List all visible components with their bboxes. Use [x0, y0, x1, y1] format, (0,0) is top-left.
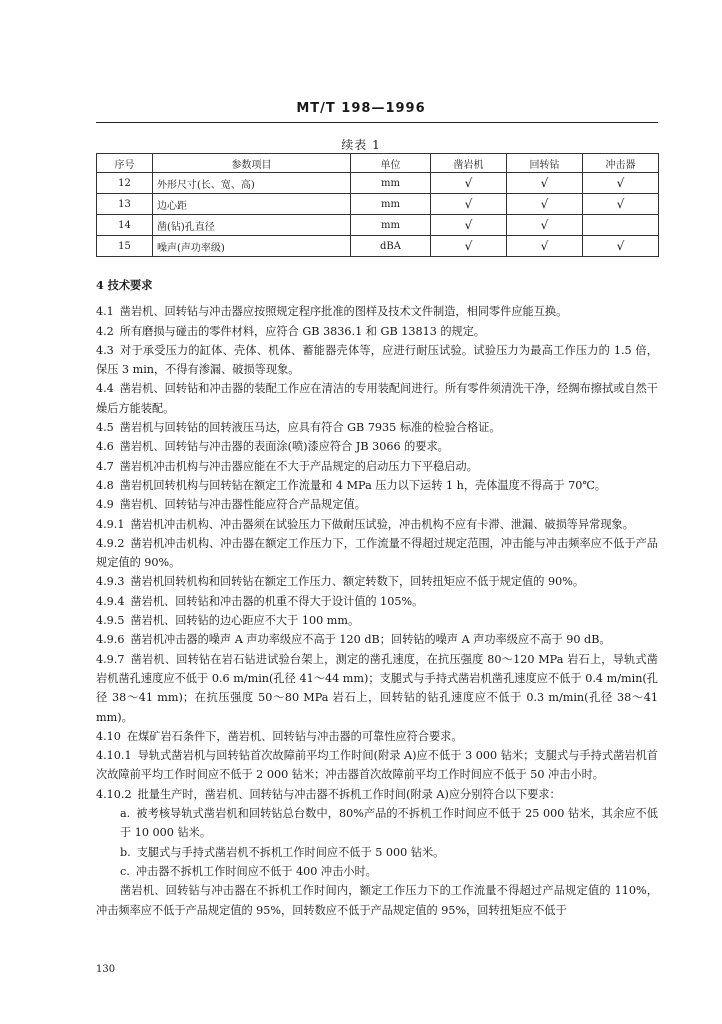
clause-text: 凿岩机冲击机构、冲击器须在试验压力下做耐压试验，冲击机构不应有卡滞、泄漏、破损等异常现象。 [130, 517, 634, 531]
clause-number: 4.4 [96, 382, 114, 396]
section-title: 4 技术要求 [96, 278, 153, 292]
item-label: b. [120, 845, 131, 859]
clause [96, 341, 658, 380]
table-title: 续表 1 [341, 138, 381, 152]
body-text [96, 276, 658, 920]
check-mark-impactor [583, 215, 659, 236]
clause-number: 4.3 [96, 343, 114, 357]
item-label: a. [120, 807, 131, 821]
row-param: 噪声(声功率级) [153, 236, 351, 257]
clause-number: 4.1 [96, 305, 114, 319]
clause-number: 4.10 [96, 729, 121, 743]
col-header-param: 参数项目 [153, 154, 351, 173]
clause [96, 534, 658, 573]
clause-text: 凿岩机回转机构与回转钻在额定工作流量和 4 MPa 压力以下运转 1 h，壳体温度不得高于 70℃。 [119, 478, 607, 492]
clause [96, 611, 658, 630]
clause [96, 650, 658, 727]
table-row [97, 215, 659, 236]
check-mark-rock-drill: √ [431, 236, 507, 257]
clause [96, 727, 658, 746]
table-row [97, 236, 659, 257]
clause-number: 4.8 [96, 478, 114, 492]
clause [96, 495, 658, 514]
clause [96, 572, 658, 591]
row-no: 13 [97, 194, 153, 215]
page-number: 130 [96, 964, 116, 975]
header-rule [96, 122, 658, 123]
clause [96, 785, 658, 804]
item-text: 被考核导轨式凿岩机和回转钻总台数中，80%产品的不拆机工作时间应不低于 25 000 钻米，其余应不低于 10 000 钻米。 [120, 807, 658, 840]
row-unit: mm [351, 194, 431, 215]
check-mark-rock-drill: √ [431, 173, 507, 194]
clause-text: 凿岩机、回转钻的边心距应不大于 100 mm。 [130, 614, 360, 628]
clause-number: 4.9.5 [96, 614, 125, 628]
item-text: 冲击器不拆机工作时间应不低于 400 冲击小时。 [135, 864, 377, 878]
clause-text: 导轨式凿岩机与回转钻首次故障前平均工作时间(附录 A)应不低于 3 000 钻米；支腿式与手持式凿岩机首次故障前平均工作时间应不低于 2 000 钻米；冲击器首次故障前平均工作时间应不低于 50 冲击小时。 [96, 749, 658, 782]
clause-number: 4.9.3 [96, 575, 125, 589]
clause [96, 322, 658, 341]
col-header-unit: 单位 [351, 154, 431, 173]
clause-number: 4.5 [96, 421, 114, 435]
clause-text: 凿岩机回转机构和回转钻在额定工作压力、额定转数下，回转扭矩应不低于规定值的 90%。 [130, 575, 585, 589]
clause-number: 4.6 [96, 440, 114, 454]
table-header-row [97, 154, 659, 173]
clause-text: 凿岩机冲击机构与冲击器应能在不大于产品规定的启动压力下平稳启动。 [119, 459, 478, 473]
clause-text: 凿岩机、回转钻与冲击器应按照规定程序批准的图样及技术文件制造，相同零件应能互换。 [119, 305, 568, 319]
clause-number: 4.10.1 [96, 749, 132, 763]
clause-number: 4.9.2 [96, 536, 125, 550]
clause [96, 457, 658, 476]
check-mark-rotary-drill: √ [507, 194, 583, 215]
clause [96, 302, 658, 321]
closing-paragraph: 凿岩机、回转钻与冲击器在不拆机工作时间内，额定工作压力下的工作流量不得超过产品规定值的 110%，冲击频率应不低于产品规定值的 95%，回转数应不低于产品规定值的 95%，回转扭矩应不低于 [96, 884, 658, 917]
clause-text: 所有磨损与碰击的零件材料，应符合 GB 3836.1 和 GB 13813 的规定。 [119, 324, 486, 338]
clause-text: 凿岩机、回转钻在岩石钻进试验台架上，测定的凿孔速度，在抗压强度 80～120 MPa 岩石上，导轨式凿岩机凿孔速度应不低于 0.6 m/min(孔径 41～44 mm)；支腿式与手持式凿岩机凿孔速度应不低于 0.4 m/min(孔径 38～41 mm)；在抗压强度 50～80 MPa 岩石上，回转钻的钻孔速度应不低于 0.3 m/min(孔径 38～41 mm)。 [96, 652, 658, 724]
clause-number: 4.9.4 [96, 594, 125, 608]
clause [96, 476, 658, 495]
clause-text: 凿岩机、回转钻和冲击器的机重不得大于设计值的 105%。 [130, 594, 424, 608]
list-item [96, 862, 658, 881]
item-label: c. [120, 864, 130, 878]
parameter-table [96, 153, 659, 257]
check-mark-rotary-drill: √ [507, 173, 583, 194]
standard-header: MT/T 198—1996 [296, 101, 426, 116]
clause [96, 630, 658, 649]
check-mark-impactor: √ [583, 173, 659, 194]
row-no: 14 [97, 215, 153, 236]
clause-number: 4.9.7 [96, 652, 125, 666]
list-item [96, 804, 658, 843]
clause [96, 515, 658, 534]
row-unit: mm [351, 173, 431, 194]
clause-text: 批量生产时，凿岩机、回转钻与冲击器不拆机工作时间(附录 A)应分别符合以下要求： [137, 787, 561, 801]
clause-number: 4.9 [96, 498, 114, 512]
table-row [97, 173, 659, 194]
check-mark-impactor: √ [583, 194, 659, 215]
col-header-rotary-drill: 回转钻 [507, 154, 583, 173]
row-param: 边心距 [153, 194, 351, 215]
clause-text: 凿岩机、回转钻与冲击器性能应符合产品规定值。 [119, 498, 366, 512]
clause [96, 746, 658, 785]
check-mark-rotary-drill: √ [507, 236, 583, 257]
row-unit: dBA [351, 236, 431, 257]
clause [96, 437, 658, 456]
col-header-impactor: 冲击器 [583, 154, 659, 173]
row-param: 外形尺寸(长、宽、高) [153, 173, 351, 194]
check-mark-impactor: √ [583, 236, 659, 257]
clause-text: 凿岩机、回转钻与冲击器的表面涂(喷)漆应符合 JB 3066 的要求。 [119, 440, 449, 454]
clause-text: 凿岩机冲击器的噪声 A 声功率级应不高于 120 dB；回转钻的噪声 A 声功率级应不高于 90 dB。 [130, 633, 611, 647]
clause-text: 凿岩机、回转钻和冲击器的装配工作应在清洁的专用装配间进行。所有零件须清洗干净，经绸布擦拭或自然干燥后方能装配。 [96, 382, 658, 415]
clause-text: 凿岩机与回转钻的回转液压马达，应具有符合 GB 7935 标准的检验合格证。 [119, 421, 501, 435]
clause [96, 379, 658, 418]
clause-text: 凿岩机冲击机构、冲击器在额定工作压力下，工作流量不得超过规定范围，冲击能与冲击频率应不低于产品规定值的 90%。 [96, 536, 658, 570]
clause [96, 592, 658, 611]
item-text: 支腿式与手持式凿岩机不拆机工作时间应不低于 5 000 钻米。 [136, 845, 445, 859]
check-mark-rotary-drill: √ [507, 215, 583, 236]
clause-text: 在煤矿岩石条件下，凿岩机、回转钻与冲击器的可靠性应符合要求。 [126, 729, 463, 743]
row-param: 凿(钻)孔直径 [153, 215, 351, 236]
col-header-no: 序号 [97, 154, 153, 173]
clause-number: 4.9.6 [96, 633, 125, 647]
col-header-rock-drill: 凿岩机 [431, 154, 507, 173]
check-mark-rock-drill: √ [431, 215, 507, 236]
clause-text: 对于承受压力的缸体、壳体、机体、蓄能器壳体等，应进行耐压试验。试验压力为最高工作压力的 1.5 倍，保压 3 min，不得有渗漏、破损等现象。 [96, 343, 658, 377]
list-item [96, 843, 658, 862]
clause-number: 4.2 [96, 324, 114, 338]
check-mark-rock-drill: √ [431, 194, 507, 215]
clause [96, 418, 658, 437]
row-unit: mm [351, 215, 431, 236]
row-no: 12 [97, 173, 153, 194]
table-row [97, 194, 659, 215]
row-no: 15 [97, 236, 153, 257]
clause-number: 4.7 [96, 459, 114, 473]
clause-number: 4.10.2 [96, 787, 132, 801]
clause-number: 4.9.1 [96, 517, 125, 531]
